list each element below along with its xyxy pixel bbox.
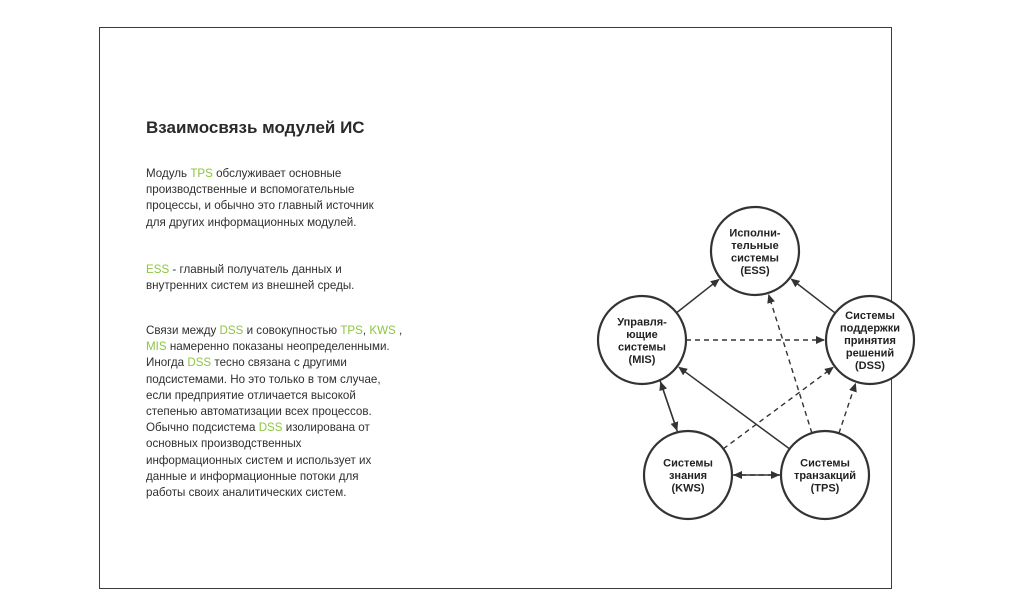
- paragraph-line: [146, 182, 374, 198]
- node-label-line: системы: [731, 252, 779, 265]
- node-label-line: транзакций: [793, 470, 857, 482]
- text-segment: изолирована от: [282, 421, 370, 435]
- highlight-term: MIS: [146, 340, 167, 354]
- node-label-line: знания: [668, 470, 708, 482]
- node-ess: [711, 207, 799, 295]
- slide-title: Взаимосвязь модулей ИС: [146, 118, 365, 137]
- paragraph-ess: [146, 262, 354, 294]
- paragraph-line: [146, 485, 402, 501]
- highlight-term: ESS: [146, 263, 170, 276]
- node-kws: [644, 431, 732, 519]
- text-segment: производственные и вспомогательные: [146, 183, 355, 197]
- text-segment: внутренних систем из внешней среды.: [146, 279, 355, 293]
- text-segment: данные и информационные потоки для: [146, 469, 359, 483]
- paragraph-line: [146, 278, 354, 294]
- node-mis: [598, 296, 686, 384]
- highlight-term: TPS: [340, 324, 363, 337]
- node-label-line: (MIS): [628, 353, 656, 366]
- paragraph-tps: [146, 166, 374, 231]
- slide: [99, 27, 900, 589]
- arrow-dss-to-ess: [791, 279, 835, 313]
- text-segment: ,: [362, 324, 370, 337]
- highlight-term: DSS: [219, 324, 244, 337]
- node-label-line: решений: [845, 347, 895, 360]
- text-segment: намеренно показаны неопределенными.: [166, 340, 390, 354]
- text-segment: Иногда: [146, 356, 188, 370]
- highlight-term: DSS: [187, 356, 212, 370]
- text-segment: подсистемами. Но это только в том случае,: [146, 372, 381, 386]
- node-label-line: Исполни-: [729, 227, 781, 240]
- text-segment: работы своих аналитических систем.: [146, 486, 347, 500]
- node-label-line: Системы: [663, 457, 713, 470]
- paragraph-line: [146, 323, 402, 339]
- node-label-line: (TPS): [810, 482, 840, 495]
- arrow-tps-to-ess: [769, 295, 812, 433]
- node-label-line: Системы: [845, 310, 895, 322]
- paragraph-line: [146, 372, 402, 388]
- paragraph-line: [146, 388, 402, 404]
- arrow-tps-to-dss: [839, 384, 856, 434]
- paragraph-dss: [146, 323, 402, 501]
- modules-diagram: [590, 203, 940, 533]
- node-label-line: системы: [618, 341, 666, 354]
- text-segment: если предприятие отличается высокой: [146, 388, 356, 402]
- paragraph-line: [146, 469, 402, 485]
- text-segment: и совокупностью: [243, 324, 341, 337]
- paragraph-line: [146, 404, 402, 420]
- text-segment: Связи между: [146, 324, 220, 337]
- node-label-line: поддержки: [840, 322, 900, 335]
- node-label-line: Управля-: [617, 316, 667, 329]
- node-label-line: (KWS): [671, 482, 705, 495]
- arrow-mis-to-kws: [660, 380, 677, 430]
- node-dss: [826, 296, 914, 384]
- paragraph-line: [146, 198, 374, 214]
- highlight-term: KWS: [369, 324, 396, 337]
- paragraph-line: [146, 262, 354, 278]
- text-segment: обслуживает основные: [212, 167, 342, 180]
- node-tps: [781, 431, 869, 519]
- text-segment: для других информационных модулей.: [146, 215, 357, 229]
- paragraph-line: [146, 339, 402, 355]
- paragraph-line: [146, 355, 402, 371]
- node-label-line: (ESS): [740, 264, 770, 277]
- arrow-mis-to-ess: [677, 279, 719, 312]
- highlight-term: TPS: [190, 167, 213, 180]
- node-label-line: принятия: [844, 335, 896, 347]
- node-label-line: тельные: [731, 239, 779, 252]
- text-segment: ,: [395, 324, 403, 337]
- paragraph-line: [146, 436, 402, 452]
- text-segment: Обычно подсистема: [146, 421, 259, 435]
- text-segment: тесно связана с другими: [211, 356, 347, 370]
- text-segment: основных производственных: [146, 437, 302, 451]
- paragraph-line: [146, 453, 402, 469]
- text-segment: информационных систем и использует их: [146, 453, 372, 467]
- node-label-line: ющие: [626, 328, 658, 341]
- text-segment: степенью автоматизации всех процессов.: [146, 405, 372, 419]
- text-segment: Модуль: [146, 167, 191, 180]
- node-label-line: (DSS): [855, 360, 885, 372]
- paragraph-line: [146, 215, 374, 231]
- paragraph-line: [146, 166, 374, 182]
- highlight-term: DSS: [258, 421, 283, 435]
- paragraph-line: [146, 420, 402, 436]
- text-segment: процессы, и обычно это главный источник: [146, 199, 374, 213]
- text-segment: - главный получатель данных и: [169, 263, 342, 276]
- node-label-line: Системы: [800, 457, 850, 470]
